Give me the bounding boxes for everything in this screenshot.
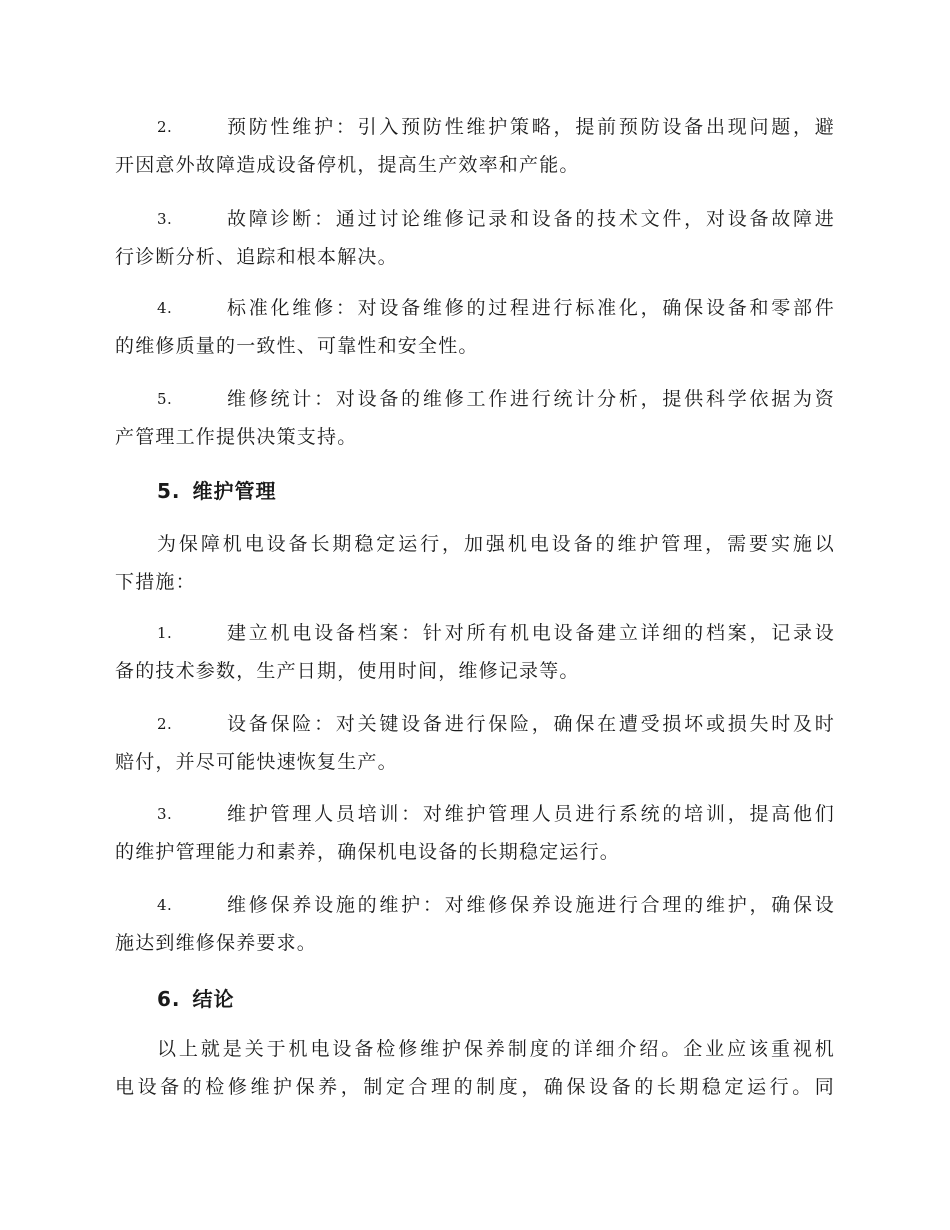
list-text-line: 行诊断分析、追踪和根本解决。	[115, 246, 398, 268]
paragraph-line: 下措施：	[115, 571, 196, 593]
list-text-line: 备的技术参数，生产日期，使用时间，维修记录等。	[115, 660, 580, 682]
section-title: 结论	[192, 987, 235, 1011]
list-number: 3.	[157, 805, 173, 823]
list-text-line: 维护管理人员培训：对维护管理人员进行系统的培训，提高他们	[227, 803, 835, 825]
list-number: 2.	[157, 715, 173, 733]
list-item	[115, 795, 835, 871]
list-number: 4.	[157, 896, 173, 914]
list-text-line: 建立机电设备档案：针对所有机电设备建立详细的档案，记录设	[227, 622, 835, 644]
list-text-line: 故障诊断：通过讨论维修记录和设备的技术文件，对设备故障进	[227, 208, 835, 230]
paragraph	[115, 1030, 835, 1106]
list-text-line: 施达到维修保养要求。	[115, 932, 318, 954]
list-item	[115, 705, 835, 781]
section-number: 5.	[157, 479, 181, 503]
list-number: 3.	[157, 210, 173, 228]
list-text-line: 产管理工作提供决策支持。	[115, 426, 358, 448]
paragraph-line: 为保障机电设备长期稳定运行，加强机电设备的维护管理，需要实施以	[157, 533, 835, 555]
list-item	[115, 289, 835, 365]
list-item	[115, 886, 835, 962]
section-heading	[157, 475, 277, 504]
list-item	[115, 108, 835, 184]
list-text-line: 预防性维护：引入预防性维护策略，提前预防设备出现问题，避	[227, 116, 835, 138]
list-item	[115, 614, 835, 690]
list-text-line: 的维护管理能力和素养，确保机电设备的长期稳定运行。	[115, 841, 621, 863]
list-item	[115, 380, 835, 456]
list-text-line: 开因意外故障造成设备停机，提高生产效率和产能。	[115, 154, 580, 176]
list-number: 5.	[157, 390, 173, 408]
list-text-line: 设备保险：对关键设备进行保险，确保在遭受损坏或损失时及时	[227, 713, 835, 735]
list-text-line: 赔付，并尽可能快速恢复生产。	[115, 751, 398, 773]
list-text-line: 的维修质量的一致性、可靠性和安全性。	[115, 335, 479, 357]
list-number: 4.	[157, 299, 173, 317]
paragraph-line: 以上就是关于机电设备检修维护保养制度的详细介绍。企业应该重视机	[157, 1038, 835, 1060]
paragraph	[115, 525, 835, 601]
list-text-line: 标准化维修：对设备维修的过程进行标准化，确保设备和零部件	[227, 297, 835, 319]
list-item	[115, 200, 835, 276]
section-title: 维护管理	[192, 479, 277, 503]
section-number: 6.	[157, 987, 181, 1011]
list-text-line: 维修保养设施的维护：对维修保养设施进行合理的维护，确保设	[227, 894, 835, 916]
list-text-line: 维修统计：对设备的维修工作进行统计分析，提供科学依据为资	[227, 388, 835, 410]
section-heading	[157, 983, 235, 1012]
list-number: 1.	[157, 624, 173, 642]
paragraph-line: 电设备的检修维护保养，制定合理的制度，确保设备的长期稳定运行。同	[115, 1076, 835, 1098]
list-number: 2.	[157, 118, 173, 136]
